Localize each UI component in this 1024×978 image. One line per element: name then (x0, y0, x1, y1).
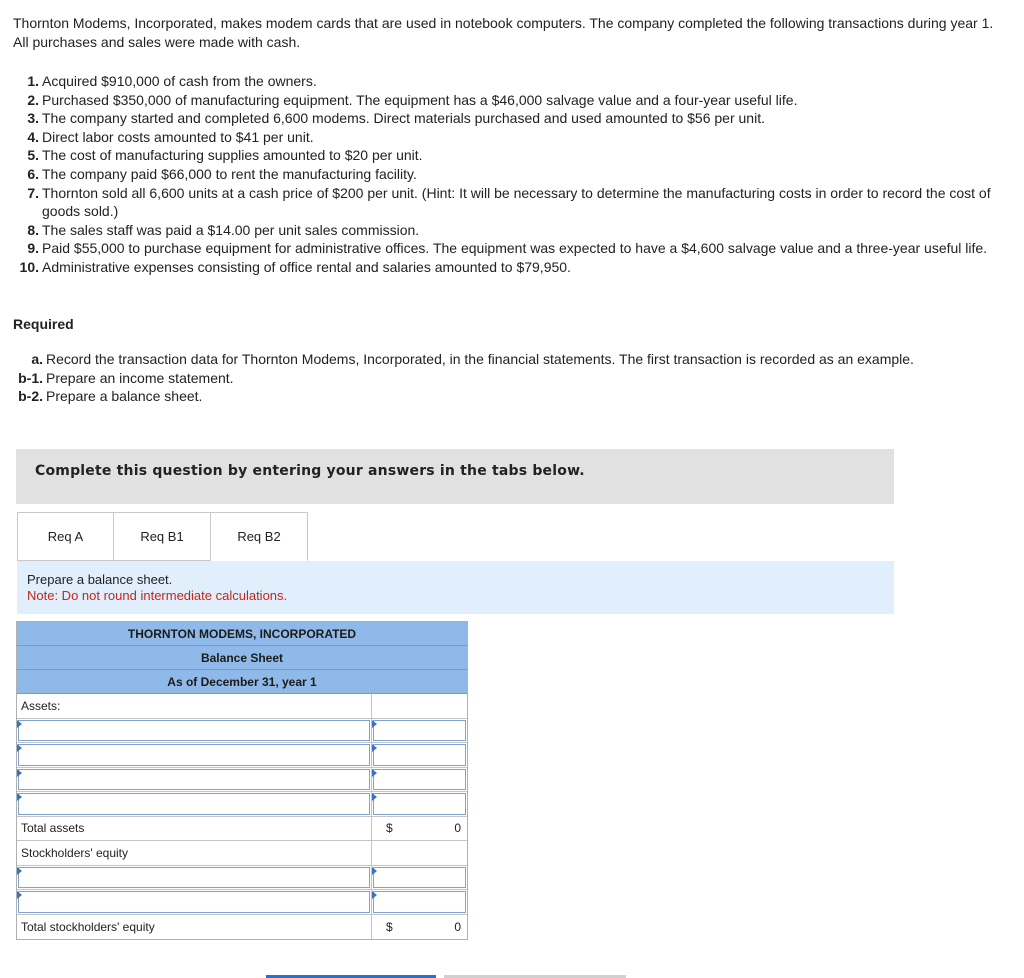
panel-note: Note: Do not round intermediate calculations. (27, 588, 288, 603)
tab-panel-header (17, 561, 894, 614)
currency-symbol: $ (386, 821, 393, 836)
input-marker-icon (372, 769, 377, 777)
item-text: Administrative expenses consisting of office rental and salaries amounted to $79,950. (42, 258, 571, 275)
asset-account-select[interactable] (18, 720, 370, 742)
asset-account-select[interactable] (18, 769, 370, 791)
list-item (13, 350, 1013, 369)
item-text: The sales staff was paid a $14.00 per unit sales commission. (42, 221, 420, 238)
list-item (13, 109, 1013, 128)
item-text: Prepare an income statement. (46, 369, 234, 386)
table-row (17, 743, 467, 768)
item-number: 3. (27, 110, 39, 127)
currency-symbol: $ (386, 919, 393, 934)
item-number: 8. (27, 221, 39, 238)
balance-sheet-table (16, 621, 468, 940)
equity-account-cell (17, 866, 372, 890)
item-text: Paid $55,000 to purchase equipment for administrative offices. The equipment was expected to have a $4,600 salvage value and a three-year useful life. (42, 240, 988, 257)
item-number: 10. (19, 258, 39, 275)
list-item (13, 221, 1013, 240)
dropdown-marker-icon (17, 891, 22, 899)
asset-account-cell (17, 743, 372, 767)
asset-amount-cell (372, 768, 467, 792)
asset-amount-input[interactable] (373, 769, 466, 791)
assets-label: Assets: (17, 694, 372, 718)
equity-amount-cell (372, 866, 467, 890)
item-text: Purchased $350,000 of manufacturing equipment. The equipment has a $46,000 salvage value and a four-year useful life. (42, 91, 798, 108)
item-number: 2. (27, 91, 39, 108)
transaction-list (13, 72, 1013, 277)
tab-bar (17, 512, 308, 562)
item-text: The company started and completed 6,600 modems. Direct materials purchased and used amounted to $56 per unit. (42, 110, 765, 127)
item-text: The company paid $66,000 to rent the manufacturing facility. (42, 165, 417, 182)
table-row (17, 817, 467, 842)
item-text: Direct labor costs amounted to $41 per unit. (42, 128, 314, 145)
total-equity-value: 0 (454, 919, 461, 934)
item-text: The cost of manufacturing supplies amounted to $20 per unit. (42, 147, 423, 164)
asset-account-cell (17, 768, 372, 792)
total-equity-label: Total stockholders' equity (17, 915, 372, 940)
empty-cell (372, 841, 467, 865)
dropdown-marker-icon (17, 744, 22, 752)
item-number: 9. (27, 240, 39, 257)
dropdown-marker-icon (17, 867, 22, 875)
list-item (13, 258, 1013, 277)
list-item (13, 387, 1013, 406)
list-item (13, 369, 1013, 388)
table-row (17, 694, 467, 719)
item-text: Prepare a balance sheet. (46, 388, 203, 405)
list-item (13, 72, 1013, 91)
list-item (13, 184, 1013, 221)
company-name-header: THORNTON MODEMS, INCORPORATED (17, 622, 467, 646)
asset-amount-input[interactable] (373, 793, 466, 815)
item-text: Record the transaction data for Thornton Modems, Incorporated, in the financial statements. The first transaction is recorded as an example. (46, 351, 914, 367)
input-marker-icon (372, 793, 377, 801)
item-number: 4. (27, 128, 39, 145)
statement-title-header: Balance Sheet (17, 646, 467, 670)
total-assets-cell (372, 817, 467, 841)
dropdown-marker-icon (17, 793, 22, 801)
list-item (13, 165, 1013, 184)
equity-account-select[interactable] (18, 867, 370, 889)
tab-req-b2[interactable]: Req B2 (211, 512, 308, 561)
item-number: 6. (27, 165, 39, 182)
table-row (17, 915, 467, 940)
item-text: Acquired $910,000 of cash from the owners. (42, 73, 317, 89)
total-assets-value: 0 (454, 821, 461, 836)
requirements-list (13, 350, 1013, 406)
asset-account-select[interactable] (18, 744, 370, 766)
required-heading: Required (13, 316, 74, 332)
tab-req-b1[interactable]: Req B1 (114, 512, 211, 561)
dropdown-marker-icon (17, 720, 22, 728)
problem-intro: Thornton Modems, Incorporated, makes modem cards that are used in notebook computers. The company completed the following transactions during year 1. All purchases and sales were made with cash. (13, 15, 994, 50)
empty-cell (372, 694, 467, 718)
item-number: 1. (27, 73, 39, 89)
table-row (17, 841, 467, 866)
table-row (17, 719, 467, 744)
panel-prompt: Prepare a balance sheet. (27, 572, 173, 587)
asset-amount-input[interactable] (373, 720, 466, 742)
equity-account-select[interactable] (18, 891, 370, 913)
equity-label: Stockholders' equity (17, 841, 372, 865)
equity-amount-cell (372, 890, 467, 914)
total-equity-cell (372, 915, 467, 940)
asset-amount-input[interactable] (373, 744, 466, 766)
table-row (17, 866, 467, 891)
item-number: 5. (27, 147, 39, 164)
item-text: Thornton sold all 6,600 units at a cash price of $200 per unit. (Hint: It will be necessary to determine the manufacturing costs in order to record the cost of goods sold.) (42, 184, 991, 220)
tab-req-a[interactable]: Req A (17, 512, 114, 561)
dropdown-marker-icon (17, 769, 22, 777)
table-row (17, 768, 467, 793)
input-marker-icon (372, 720, 377, 728)
equity-account-cell (17, 890, 372, 914)
item-label: b-2. (18, 388, 43, 405)
instruction-banner: Complete this question by entering your answers in the tabs below. (16, 449, 894, 504)
list-item (13, 239, 1013, 258)
asset-account-cell (17, 792, 372, 816)
input-marker-icon (372, 891, 377, 899)
item-label: b-1. (18, 369, 43, 386)
input-marker-icon (372, 867, 377, 875)
list-item (13, 146, 1013, 165)
input-marker-icon (372, 744, 377, 752)
total-assets-label: Total assets (17, 817, 372, 841)
list-item (13, 128, 1013, 147)
table-row (17, 890, 467, 915)
table-row (17, 792, 467, 817)
asset-amount-cell (372, 743, 467, 767)
statement-date-header: As of December 31, year 1 (17, 670, 467, 694)
asset-account-cell (17, 719, 372, 743)
list-item (13, 91, 1013, 110)
equity-amount-input[interactable] (373, 867, 466, 889)
equity-amount-input[interactable] (373, 891, 466, 913)
item-number: 7. (27, 184, 39, 201)
asset-amount-cell (372, 792, 467, 816)
item-label: a. (31, 351, 43, 367)
asset-account-select[interactable] (18, 793, 370, 815)
asset-amount-cell (372, 719, 467, 743)
